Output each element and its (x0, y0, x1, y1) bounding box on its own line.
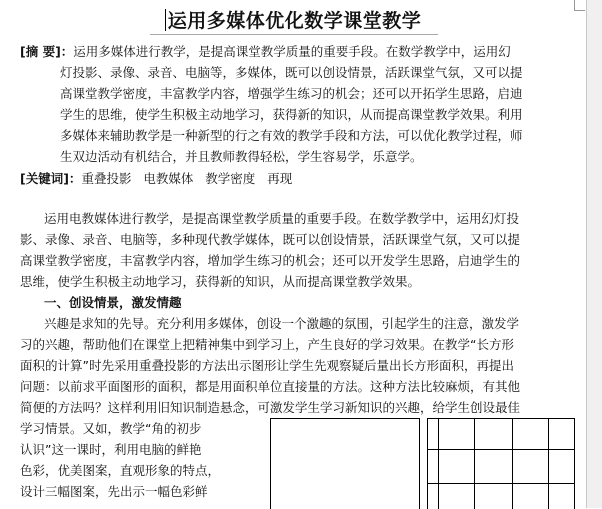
abstract-line-2: 灯投影、录像、录音、电脑等，多媒体，既可以创设情景，活跃课堂气氛，又可以提 (60, 65, 523, 80)
section-line-3: 面积的计算”时先采用重叠投影的方法出示图形让学生先观察疑后量出长方形面积，再提出 (20, 358, 514, 373)
body-line-3: 高课堂教学密度，丰富教学内容，增加学生练习的机会；还可以开发学生思路，启迪学生的 (20, 253, 521, 268)
document-title: 运用多媒体优化数学课堂教学 (167, 10, 422, 32)
vertical-scrollbar[interactable] (586, 0, 602, 508)
section-line-1: 兴趣是求知的先导。充分利用多媒体，创设一个激趣的氛围，引起学生的注意，激发学 (44, 316, 520, 331)
section-wrap-line-2: 认识”这一课时，利用电脑的鲜艳 (20, 442, 202, 457)
body-line-2: 影、录像、录音、电脑等，多种现代教学媒体，既可以创设情景，活跃课堂气氛，又可以提 (20, 232, 521, 247)
section-heading: 一、创设情景，激发情趣 (44, 295, 182, 310)
text-cursor (165, 9, 166, 31)
grid-line (428, 483, 574, 484)
grid-line (428, 449, 574, 450)
body-line-1: 运用电教媒体进行教学，是提高课堂教学质量的重要手段。在数学教学中，运用幻灯投 (44, 211, 520, 226)
title-underline (150, 34, 438, 35)
abstract-line-3: 高课堂教学密度，丰富教学内容，增强学生练习的机会；还可以开拓学生思路，启迪 (60, 86, 523, 101)
title-row (0, 6, 586, 33)
figure-grid-right (427, 418, 575, 509)
section-wrap-line-4: 设计三幅图案，先出示一幅色彩鲜 (20, 484, 208, 499)
keywords-text: 重叠投影 电教媒体 教学密度 再现 (81, 171, 293, 186)
grid-line (474, 419, 475, 509)
section-wrap-line-3: 色彩，优美图案，直观形象的特点， (20, 463, 221, 478)
abstract-line-6: 生双边活动有机结合，并且教师教得轻松，学生容易学，乐意学。 (60, 149, 423, 164)
abstract-line-4: 学生的思维，使学生积极主动地学习，获得新的知识，从而提高课堂教学效果。利用 (60, 107, 523, 122)
grid-line (512, 419, 513, 509)
abstract-line-5: 多媒体来辅助教学是一种新型的行之有效的教学手段和方法，可以优化教学过程，师 (60, 128, 523, 143)
section-line-2: 习的兴趣，帮助他们在课堂上把精神集中到学习上，产生良好的学习效果。在教学“长方形 (20, 337, 514, 352)
grid-line (548, 419, 549, 509)
keywords-line (20, 169, 292, 189)
figure-frame-left (270, 418, 420, 509)
grid-line (438, 419, 439, 509)
abstract-label: [摘 要]： (20, 44, 74, 59)
section-line-4: 问题：以前求平面图形的面积，都是用面积单位直接量的方法。这种方法比较麻烦，有其他 (20, 379, 521, 394)
keywords-label: [关键词]： (20, 171, 82, 186)
section-wrap-line-1: 学习情景。又如，教学“角的初步 (20, 421, 202, 436)
abstract-line-1 (20, 42, 511, 62)
abstract-text-1: 运用多媒体进行教学，是提高课堂教学质量的重要手段。在数学教学中，运用幻 (73, 44, 511, 59)
section-line-5: 简便的方法吗？这样利用旧知识制造悬念，可激发学生学习新知识的兴趣，给学生创设最佳 (20, 400, 521, 415)
body-line-4: 思维，使学生积极主动地学习，获得新的知识，从而提高课堂教学效果。 (20, 274, 421, 289)
